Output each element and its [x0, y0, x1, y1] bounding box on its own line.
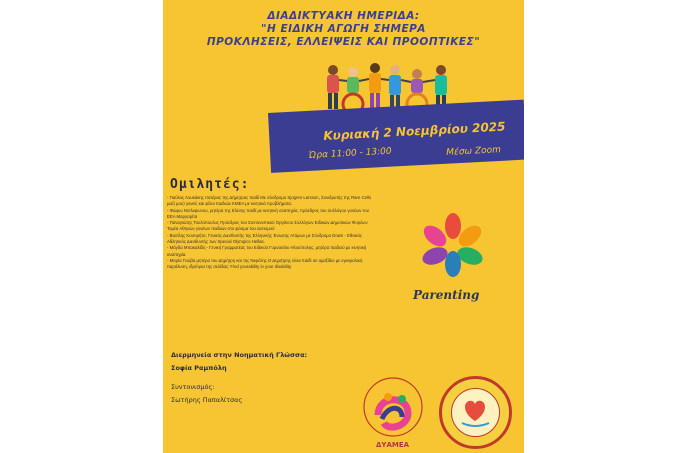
- speaker-item: - Βασίλης Κουτιρήτσ, Γενικός Διευθυντής της Ελληνικής Ένωσης Ατόμων με Σύνδρομο Down - Εθνικός Αθλητικός Διευθυντής των Special Olympics Hellas.: [167, 232, 362, 245]
- title-line-3: ΠΡΟΚΛΗΣΕΙΣ, ΕΛΛΕΙΨΕΙΣ ΚΑΙ ΠΡΟΟΠΤΙΚΕΣ": [206, 36, 481, 48]
- hands-logo-icon: [418, 212, 488, 277]
- association-seal-icon: [438, 375, 513, 450]
- interpreter-name: Σοφία Ραμπόλη: [171, 364, 227, 372]
- dyamea-logo-text: ΔΥΑΜΕΑ: [376, 441, 410, 449]
- speaker-item: - Παύλος Λουκάκης πατέρας της Δήμητρας παιδί Με σύνδρομο Sjogren Larsson, Συνιδρυτής της Rare Cells μαζί μου) γονείς και φίλοι παιδιών ΚΜΕΑ με κινητικά προβλήματα.: [167, 195, 372, 207]
- event-time: Ώρα 11:00 - 13:00: [308, 146, 392, 161]
- speaker-item: - Φώφω Ντελεφωνου, μητέρα της Ελένης παιδί με κινητική αναπηρία, πρόεδρος του συλλόγου γονέων του ΕΕΑ Μαργαρίτα: [167, 207, 370, 219]
- coordinator-name: Σωτήρης Παπαλίτσας: [171, 396, 243, 404]
- event-date: Κυριακή 2 Νοεμβρίου 2025: [323, 119, 506, 143]
- title-line-1: ΔΙΑΔΙΚΤΥΑΚΗ ΗΜΕΡΙΔΑ:: [267, 10, 420, 22]
- interpretation-heading: Διερμηνεία στην Νοηματική Γλώσσα:: [171, 351, 308, 359]
- coordination-heading: Συντονισμός:: [171, 383, 215, 391]
- event-platform: Μέσω Zoom: [446, 145, 502, 158]
- speaker-item: - Μάγδα Μπακαλίδη - Γενική Γραμματέας του Ειδικού Γυμνασίου Ηλιούπολης, μητέρα παιδιού με κινητική αναπηρία.: [167, 245, 367, 257]
- speaker-item: - Παναγιώτης Τουλόπουλος Πρόεδρος του Συντονιστικού Οργάνου Συλλόγων Ειδικών Δημοτικών Φορέων Τομέα Αθηνών γονέων παιδιών στο φάσμα του αυτισμού: [167, 220, 368, 232]
- speakers-list: [167, 195, 372, 271]
- event-poster: [163, 0, 524, 453]
- parenting-brand: Parenting: [413, 288, 480, 302]
- speakers-heading: Ομιλητές:: [170, 177, 250, 192]
- speaker-item: - Μαρία Γεώβα μητέρα του Δημήτρη και της Νεφέλης.Ο Δημήτρης είναι παιδί σε αμαξίδιο με εγκεφαλική παράλυση, ιδρύτρια της σελίδας: Find yourability in your disability.: [167, 257, 363, 270]
- title-line-2: "Η ΕΙΔΙΚΗ ΑΓΩΓΗ ΣΗΜΕΡΑ: [261, 23, 426, 35]
